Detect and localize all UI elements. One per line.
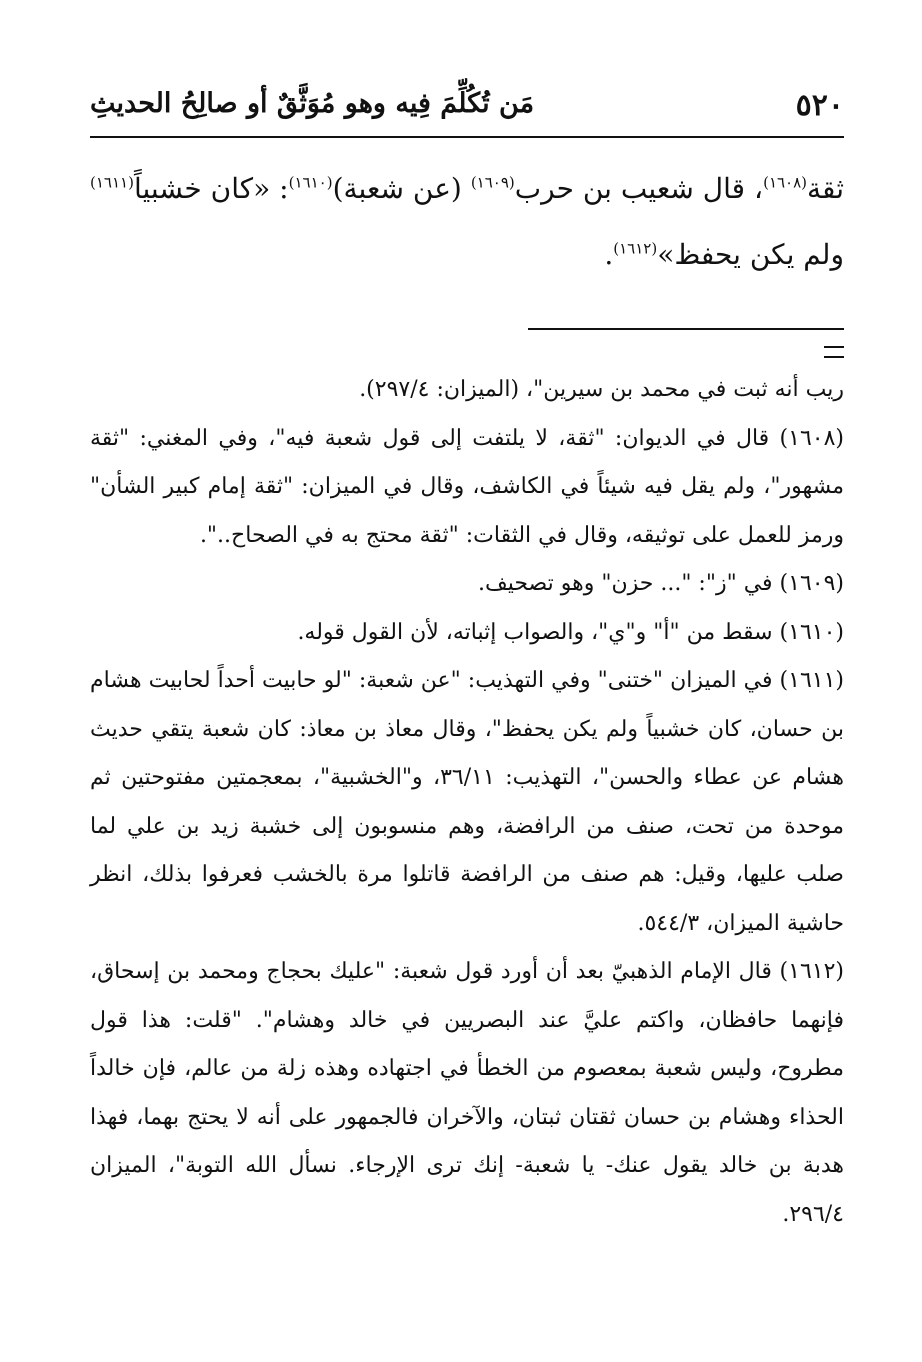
- footnote-ref: (١٦١٠): [288, 173, 333, 192]
- page-header: [90, 86, 844, 130]
- footnote-continued: ريب أنه ثبت في محمد بن سيرين"، (الميزان: ٢٩٧/٤).: [359, 377, 844, 402]
- text-run: ثقة: [807, 172, 844, 205]
- text-run: (عن شعبة): [332, 172, 471, 205]
- footnote-1610: (١٦١٠) سقط من "أ" و"ي"، والصواب إثباته، لأن القول قوله.: [297, 619, 844, 645]
- header-rule: [90, 136, 844, 138]
- footnote-1612: (١٦١٢) قال الإمام الذهبيّ بعد أن أورد قول شعبة: "عليك بحجاج ومحمد بن إسحاق، فإنهما حافظان، واكتم عليَّ عند البصريين في خالد وهشام". "قلت: هذا قول مطروح، وليس شعبة بمعصوم من الخطأ في اجتهاده وهذه زلة من عالم، فإن خالداً الحذاء وهشام بن حسان ثقتان ثبتان، والآخران فالجمهور على أنه لا يحتج بهما، فهذا هدبة بن خالد يقول عنك- يا شعبة- إنك ترى الإرجاء. نسأل الله التوبة"، الميزان ٢٩٦/٤.: [90, 959, 844, 1227]
- running-title: مَن تُكُلِّمَ فِيه وهو مُوَثَّقٌ أو صالِحُ الحديثِ: [90, 88, 535, 119]
- footnote-ref: (١٦٠٩): [470, 173, 515, 192]
- text-run: : «كان خشبياً: [133, 172, 289, 205]
- main-text: [90, 156, 844, 288]
- footnotes: [90, 366, 844, 1239]
- text-run: ، قال شعيب بن حرب: [514, 172, 764, 205]
- footnote-separator: [528, 328, 844, 330]
- footnote-1611: (١٦١١) في الميزان "ختنى" وفي التهذيب: "عن شعبة: "لو حابيت أحداً لحابيت هشام بن حسان، كان خشبياً ولم يكن يحفظ"، وقال معاذ بن معاذ: كان شعبة يتقي حديث هشام عن عطاء والحسن"، التهذيب: ٣٦/١١، و"الخشبية"، بمعجمتين مفتوحتين ثم موحدة من تحت، صنف من الرافضة، وهم منسوبون إلى خشبة زيد بن علي لما صلب عليها، وقيل: هم صنف من الرافضة قاتلوا مرة بالخشب فعرفوا بذلك، انظر حاشية الميزان، ٥٤٤/٣.: [90, 668, 844, 936]
- footnote-1609: (١٦٠٩) في "ز": "... حزن" وهو تصحيف.: [477, 571, 844, 596]
- footnote-1608: (١٦٠٨) قال في الديوان: "ثقة، لا يلتفت إلى قول شعبة فيه"، وفي المغني: "ثقة مشهور"، ولم يقل فيه شيئاً في الكاشف، وقال في الميزان: "ثقة إمام كبير الشأن" ورمز للعمل على توثيقه، وقال في الثقات: "ثقة محتج به في الصحاح..".: [90, 425, 844, 548]
- continuation-mark: [824, 346, 844, 358]
- footnote-ref: (١٦١٢): [613, 239, 658, 258]
- footnote-ref: (١٦٠٨): [763, 173, 808, 192]
- footnote-ref: (١٦١١): [90, 173, 134, 192]
- text-run: .: [604, 238, 614, 271]
- page-number: ٥٢٠: [795, 88, 844, 123]
- text-run: ولم يكن يحفظ»: [657, 238, 844, 271]
- main-paragraph: [90, 156, 844, 288]
